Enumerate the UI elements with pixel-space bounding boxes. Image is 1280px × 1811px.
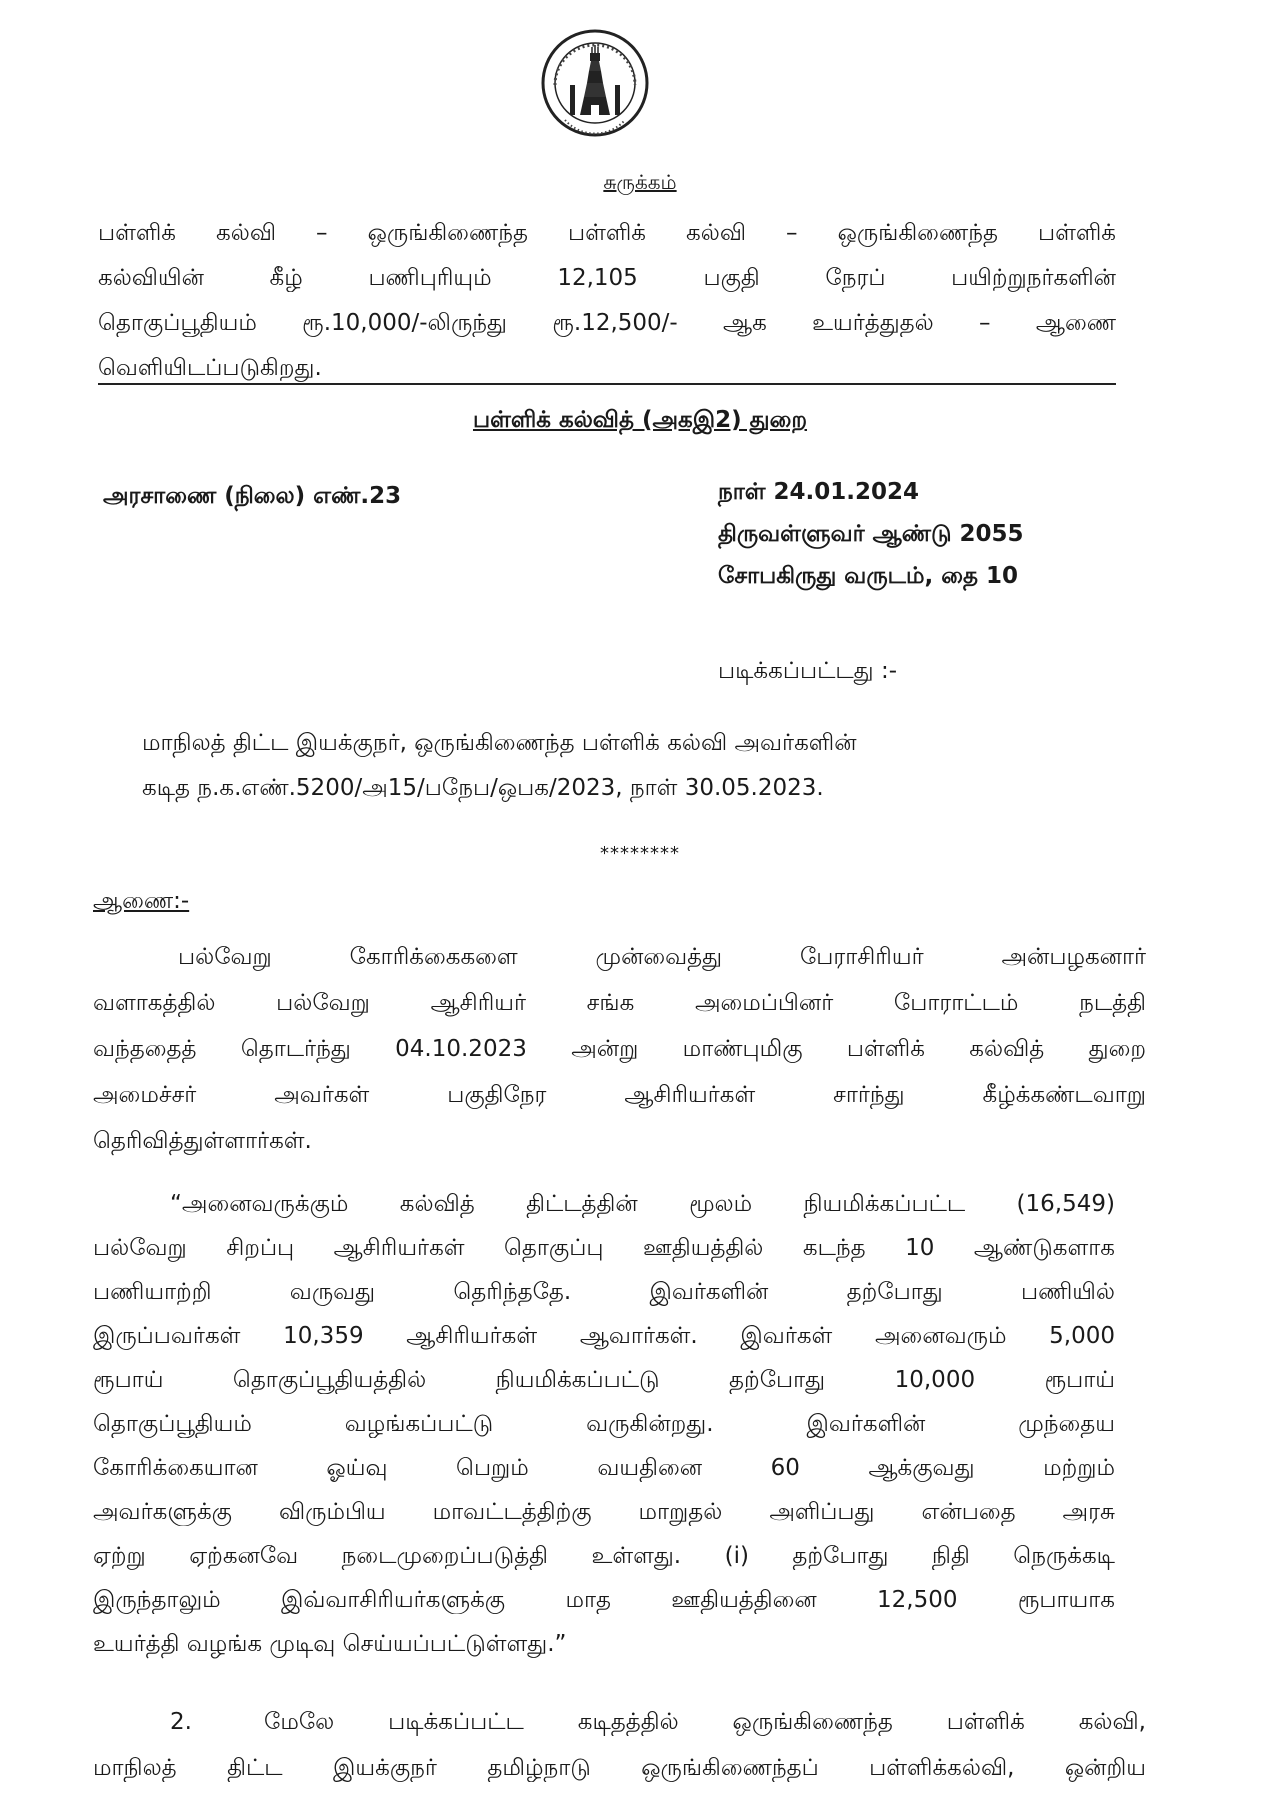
quote-line: இருந்தாலும் இவ்வாசிரியர்களுக்கு மாத ஊதியத்தினை 12,500 ரூபாயாக — [93, 1587, 1115, 1613]
quote-line: தொகுப்பூதியம் வழங்கப்பட்டு வருகின்றது. இவர்களின் முந்தைய — [93, 1411, 1115, 1437]
divider — [98, 383, 1116, 385]
tamil-nadu-emblem-icon — [540, 25, 650, 145]
quote-line: இருப்பவர்கள் 10,359 ஆசிரியர்கள் ஆவார்கள். இவர்கள் அனைவரும் 5,000 — [93, 1323, 1115, 1349]
order-heading: ஆணை:- — [93, 888, 190, 914]
quote-line: “அனைவருக்கும் கல்வித் திட்டத்தின் மூலம் நியமிக்கப்பட்ட (16,549) — [170, 1191, 1115, 1217]
summary-line: பள்ளிக் கல்வி – ஒருங்கிணைந்த பள்ளிக் கல்வி – ஒருங்கிணைந்த பள்ளிக் — [98, 220, 1116, 246]
paragraph-line: பல்வேறு கோரிக்கைகளை முன்வைத்து பேராசிரியர் அன்பழகனார் — [178, 944, 1146, 970]
read-line: கடித ந.க.எண்.5200/அ15/பநேப/ஒபக/2023, நாள் 30.05.2023. — [142, 775, 824, 801]
paragraph-line: வளாகத்தில் பல்வேறு ஆசிரியர் சங்க அமைப்பினர் போராட்டம் நடத்தி — [93, 990, 1146, 1016]
paragraph-line: மாநிலத் திட்ட இயக்குநர் தமிழ்நாடு ஒருங்கிணைந்தப் பள்ளிக்கல்வி, ஒன்றிய — [93, 1755, 1146, 1781]
quote-line: அவர்களுக்கு விரும்பிய மாவட்டத்திற்கு மாறுதல் அளிப்பது என்பதை அரசு — [93, 1499, 1115, 1525]
quote-line: ரூபாய் தொகுப்பூதியத்தில் நியமிக்கப்பட்டு தற்போது 10,000 ரூபாய் — [93, 1367, 1115, 1393]
tamil-month: சோபகிருது வருடம், தை 10 — [718, 563, 1018, 589]
quote-line: பல்வேறு சிறப்பு ஆசிரியர்கள் தொகுப்பு ஊதியத்தில் கடந்த 10 ஆண்டுகளாக — [93, 1235, 1115, 1261]
summary-line: கல்வியின் கீழ் பணிபுரியும் 12,105 பகுதி நேரப் பயிற்றுநர்களின் — [98, 265, 1116, 291]
summary-line: வெளியிடப்படுகிறது. — [98, 355, 322, 381]
paragraph-line: மேலே படிக்கப்பட்ட கடிதத்தில் ஒருங்கிணைந்த பள்ளிக் கல்வி, — [264, 1709, 1146, 1735]
read-line: மாநிலத் திட்ட இயக்குநர், ஒருங்கிணைந்த பள்ளிக் கல்வி அவர்களின் — [142, 730, 857, 756]
separator: ******** — [600, 843, 680, 864]
order-date: நாள் 24.01.2024 — [718, 479, 920, 505]
summary-line: தொகுப்பூதியம் ரூ.10,000/-லிருந்து ரூ.12,500/- ஆக உயர்த்துதல் – ஆணை — [98, 310, 1116, 336]
paragraph-line: வந்ததைத் தொடர்ந்து 04.10.2023 அன்று மாண்புமிகு பள்ளிக் கல்வித் துறை — [93, 1036, 1146, 1062]
department-title: பள்ளிக் கல்வித் (அகஇ2) துறை — [472, 407, 808, 433]
order-number: அரசாணை (நிலை) எண்.23 — [103, 483, 402, 509]
tamil-year: திருவள்ளுவர் ஆண்டு 2055 — [718, 521, 1024, 547]
paragraph-number: 2. — [170, 1709, 192, 1735]
summary-heading: சுருக்கம் — [603, 170, 677, 194]
quote-line: கோரிக்கையான ஓய்வு பெறும் வயதினை 60 ஆக்குவது மற்றும் — [93, 1455, 1115, 1481]
read-heading: படிக்கப்பட்டது :- — [718, 658, 897, 684]
quote-line: பணியாற்றி வருவது தெரிந்ததே. இவர்களின் தற்போது பணியில் — [93, 1279, 1115, 1305]
paragraph-line: அமைச்சர் அவர்கள் பகுதிநேர ஆசிரியர்கள் சார்ந்து கீழ்க்கண்டவாறு — [93, 1082, 1146, 1108]
quote-line: உயர்த்தி வழங்க முடிவு செய்யப்பட்டுள்ளது.” — [93, 1631, 567, 1657]
paragraph-line: தெரிவித்துள்ளார்கள். — [93, 1128, 312, 1154]
quote-line: ஏற்று ஏற்கனவே நடைமுறைப்படுத்தி உள்ளது. (i) தற்போது நிதி நெருக்கடி — [93, 1543, 1115, 1569]
